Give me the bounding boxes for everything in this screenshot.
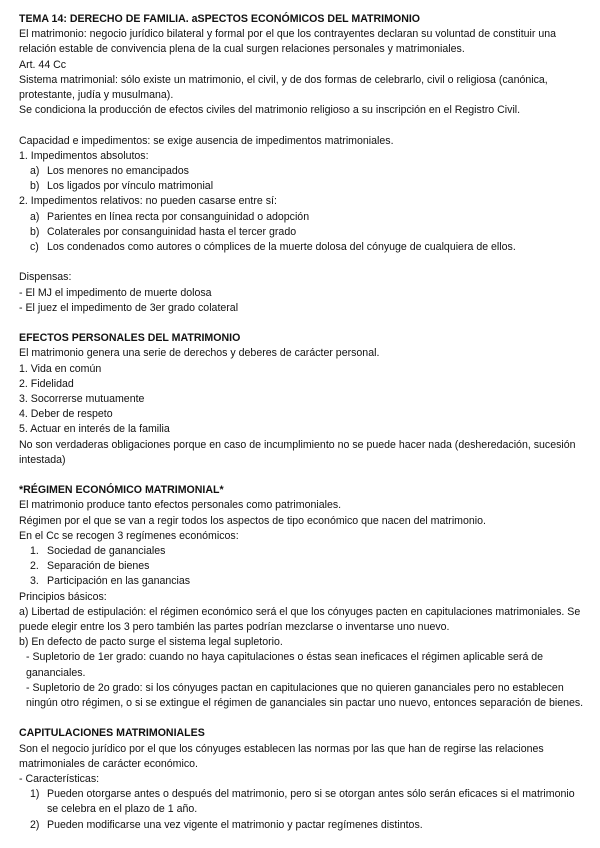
list-item-text: Los ligados por vínculo matrimonial — [47, 180, 214, 193]
list-item — [19, 210, 587, 225]
paragraph: Sistema matrimonial: sólo existe un matrimonio, el civil, y de dos formas de celebrarlo, civil o religiosa (canónica, protestante, judía y musulmana). — [19, 73, 548, 102]
paragraph: - Supletorio de 1er grado: cuando no haya capitulaciones o éstas sean ineficaces el régimen aplicable será de gananciales. — [26, 651, 544, 679]
list-item — [19, 164, 587, 179]
paragraph: a) Libertad de estipulación: el régimen económico será el que los cónyuges pacten en capitulaciones matrimoniales. Se puede elegir entre los 3 pero también las partes podrían mezclarse o inventarse uno nuevo. — [19, 605, 581, 634]
paragraph: El matrimonio produce tanto efectos personales como patrimoniales. — [19, 499, 342, 512]
paragraph: Se condiciona la producción de efectos civiles del matrimonio religioso a su inscripción en el Registro Civil. — [19, 104, 521, 117]
list-heading: - Características: — [19, 773, 100, 786]
list-item — [19, 240, 587, 255]
paragraph: b) En defecto de pacto surge el sistema legal supletorio. — [19, 636, 283, 649]
list-item — [19, 179, 587, 194]
list-marker: a) — [30, 165, 40, 178]
paragraph: No son verdaderas obligaciones porque en caso de incumplimiento no se puede hacer nada (desheredación, sucesión intestada) — [19, 438, 576, 466]
section-title: TEMA 14: DERECHO DE FAMILIA. aSPECTOS ECONÓMICOS DEL MATRIMONIO — [19, 13, 421, 25]
list-marker: 1. — [30, 545, 39, 558]
list-item — [19, 818, 587, 833]
list-marker: 3. — [30, 575, 39, 588]
paragraph: Capacidad e impedimentos: se exige ausencia de impedimentos matrimoniales. — [19, 134, 394, 147]
list-item-text: Parientes en línea recta por consanguinidad o adopción — [47, 210, 310, 223]
list-marker: 2. — [30, 560, 39, 573]
list-item-text: Los menores no emancipados — [47, 165, 189, 178]
list-heading: 1. Impedimentos absolutos: — [19, 149, 149, 162]
section-title: EFECTOS PERSONALES DEL MATRIMONIO — [19, 332, 241, 345]
list-item-text: Participación en las ganancias — [47, 575, 191, 588]
list-marker: 1) — [30, 788, 40, 801]
paragraph: Régimen por el que se van a regir todos los aspectos de tipo económico que nacen del matrimonio. — [19, 514, 486, 527]
list-item — [19, 574, 587, 589]
list-marker: b) — [30, 225, 40, 238]
list-item-text: Separación de bienes — [47, 560, 150, 573]
list-item: 1. Vida en común — [19, 362, 102, 375]
article-reference: Art. 44 Cc — [19, 58, 67, 71]
list-item-text: Pueden otorgarse antes o después del matrimonio, pero si se otorgan antes sólo serán eficaces si el matrimonio se celebra en el plazo de 1 año. — [47, 788, 575, 816]
section-title: *RÉGIMEN ECONÓMICO MATRIMONIAL* — [19, 484, 224, 497]
list-item — [19, 559, 587, 574]
list-item-text: Los condenados como autores o cómplices de la muerte dolosa del cónyuge de cualquiera de ellos. — [47, 241, 516, 254]
list-heading: Dispensas: — [19, 271, 72, 284]
list-item: - El juez el impedimento de 3er grado colateral — [19, 301, 239, 314]
paragraph: El matrimonio genera una serie de derechos y deberes de carácter personal. — [19, 347, 380, 360]
list-item — [19, 787, 587, 817]
section-title: CAPITULACIONES MATRIMONIALES — [19, 727, 205, 740]
list-item: 3. Socorrerse mutuamente — [19, 393, 145, 406]
list-item: - El MJ el impedimento de muerte dolosa — [19, 286, 212, 299]
list-item — [19, 544, 587, 559]
list-marker: 2) — [30, 818, 40, 831]
list-marker: b) — [30, 180, 40, 193]
list-item-text: Pueden modificarse una vez vigente el matrimonio y pactar regímenes distintos. — [47, 818, 423, 831]
paragraph: El matrimonio: negocio jurídico bilateral y formal por el que los contrayentes declaran su voluntad de constituir una relación estable de convivencia plena de la cual surgen relaciones personales y matrimoniales. — [19, 28, 557, 56]
paragraph: En el Cc se recogen 3 regímenes económicos: — [19, 529, 239, 542]
list-item — [19, 225, 587, 240]
list-item-text: Sociedad de gananciales — [47, 545, 166, 558]
list-item-text: Colaterales por consanguinidad hasta el tercer grado — [47, 225, 297, 238]
document-page — [19, 12, 587, 833]
paragraph: Son el negocio jurídico por el que los cónyuges establecen las normas por las que han de regirse las relaciones matrimoniales de carácter económico. — [19, 742, 544, 770]
list-marker: c) — [30, 241, 39, 254]
list-item: 5. Actuar en interés de la familia — [19, 423, 170, 436]
paragraph: - Supletorio de 2o grado: si los cónyuges pactan en capitulaciones que no quieren gananciales pero no establecen ningún otro régimen, o si se extingue el régimen de gananciales sin pactar uno nuevo, entonces separación de bienes. — [26, 681, 584, 710]
list-item: 4. Deber de respeto — [19, 408, 113, 421]
list-marker: a) — [30, 210, 40, 223]
list-heading: Principios básicos: — [19, 590, 107, 603]
list-heading: 2. Impedimentos relativos: no pueden casarse entre sí: — [19, 195, 277, 208]
list-item: 2. Fidelidad — [19, 377, 74, 390]
